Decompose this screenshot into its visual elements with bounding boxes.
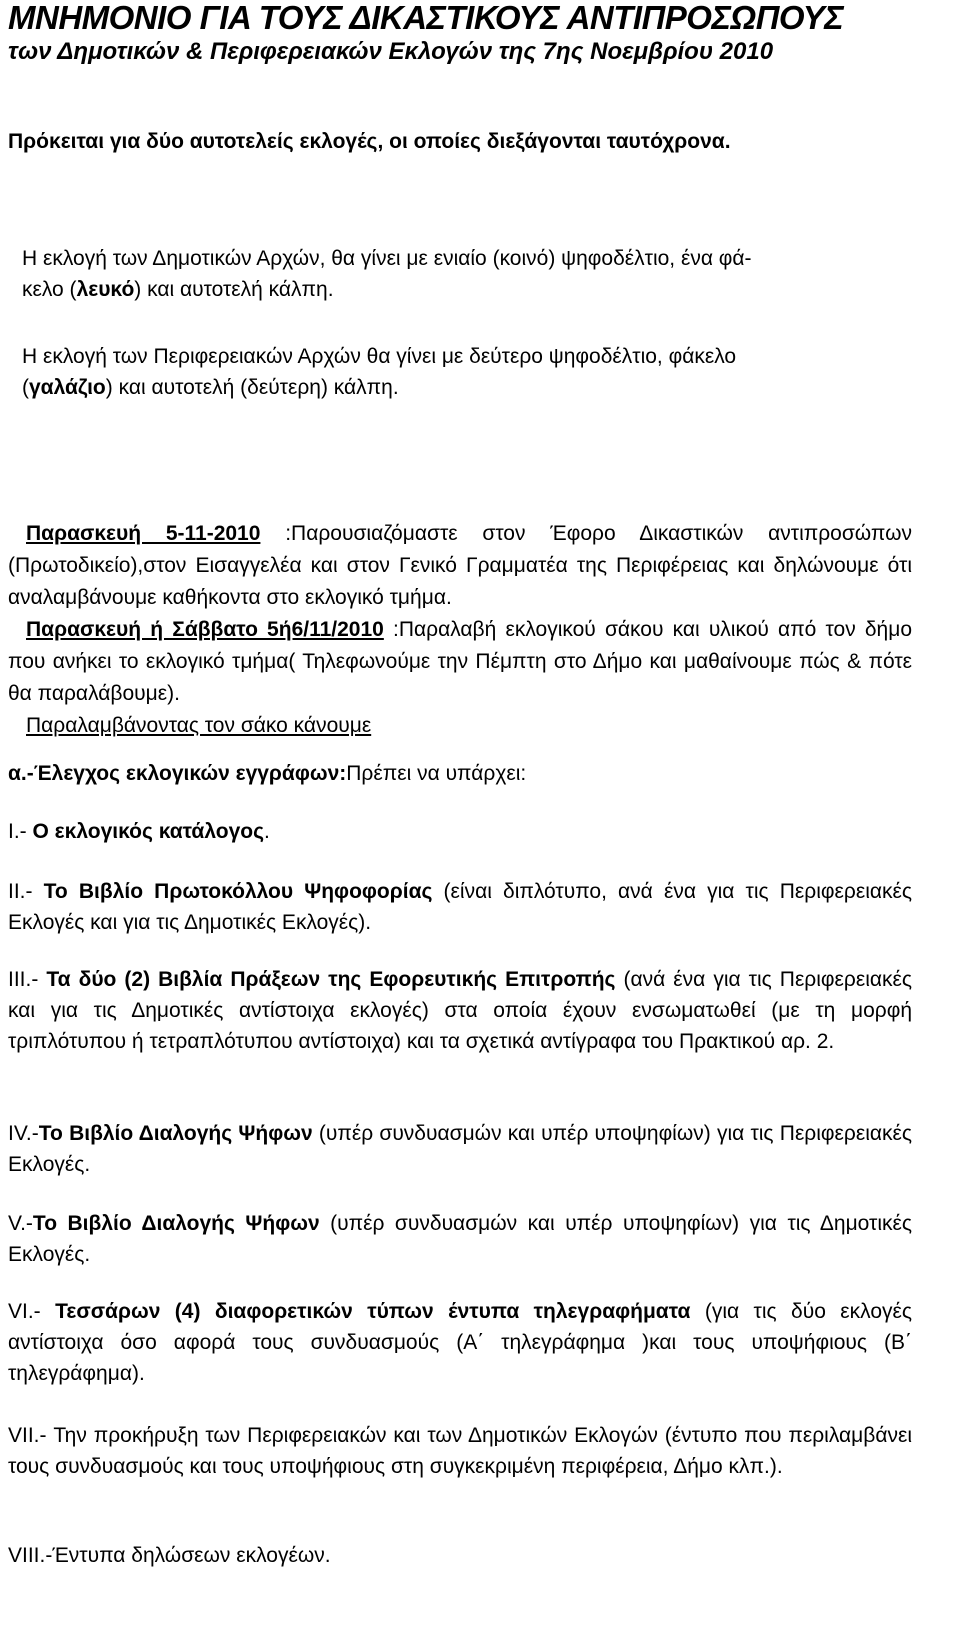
municipal-line-1: Η εκλογή των Δημοτικών Αρχών, θα γίνει με ενιαίο (κοινό) ψηφοδέλτιο, ένα φά-	[22, 247, 752, 270]
receiving-bag-heading: Παραλαμβάνοντας τον σάκο κάνουμε	[26, 714, 372, 737]
intro-statement: Πρόκειται για δύο αυτοτελείς εκλογές, οι οποίες διεξάγονται ταυτόχρονα.	[8, 130, 731, 153]
list-item-5: V.-Το Βιβλίο Διαλογής Ψήφων (υπέρ συνδυασμών και υπέρ υποψηφίων) για τις Δημοτικές Εκλογές.	[8, 1212, 912, 1266]
list-item-3: ΙΙΙ.- Τα δύο (2) Βιβλία Πράξεων της Εφορευτικής Επιτροπής (ανά ένα για τις Περιφερειακές και για τις Δημοτικές αντίστοιχα εκλογές) στα οποία έχουν ενσωματωθεί (με τη μορφή τριπλότυπου ή τετραπλότυπου αντίστοιχα) και τα σχετικά αντίγραφα του Πρακτικού αρ. 2.	[8, 968, 912, 1053]
list-item-4: ΙV.-Το Βιβλίο Διαλογής Ψήφων (υπέρ συνδυασμών και υπέρ υποψηφίων) για τις Περιφερειακές Εκλογές.	[8, 1122, 912, 1176]
friday-paragraph: Παρασκευή 5-11-2010 :Παρουσιαζόμαστε στον Έφορο Δικαστικών αντιπροσώπων (Πρωτοδικείο),στον Εισαγγελέα και στον Γενικό Γραμματέα της Περιφέρειας και δηλώνουμε ότι αναλαμβάνουμε καθήκοντα στο εκλογικό τμήμα.	[8, 522, 912, 609]
list-item-8: VIII.-Έντυπα δηλώσεων εκλογέων.	[8, 1544, 331, 1567]
friday-date-label: Παρασκευή 5-11-2010	[26, 522, 261, 545]
friday-saturday-date-label: Παρασκευή ή Σάββατο 5ή6/11/2010	[26, 618, 384, 641]
regional-election-paragraph: Η εκλογή των Περιφερειακών Αρχών θα γίνει με δεύτερο ψηφοδέλτιο, φάκελο (γαλάζιο) και αυτοτελή (δεύτερη) κάλπη.	[22, 345, 737, 399]
list-item-2: ΙΙ.- Το Βιβλίο Πρωτοκόλλου Ψηφοφορίας (είναι διπλότυπο, ανά ένα για τις Περιφερειακές Εκλογές και για τις Δημοτικές Εκλογές).	[8, 880, 912, 934]
document-subtitle: των Δημοτικών & Περιφερειακών Εκλογών της 7ης Νοεμβρίου 2010	[8, 38, 774, 65]
document-title: ΜΝΗΜΟΝΙΟ ΓΙΑ ΤΟΥΣ ΔΙΚΑΣΤΙΚΟΥΣ ΑΝΤΙΠΡΟΣΩΠΟΥΣ	[8, 0, 844, 36]
list-item-1: Ι.- Ο εκλογικός κατάλογος.	[8, 820, 270, 843]
list-item-6: VI.- Τεσσάρων (4) διαφορετικών τύπων έντυπα τηλεγραφήματα (για τις δύο εκλογές αντίστοιχα όσο αφορά τους συνδυασμούς (Α΄ τηλεγράφημα )και τους υποψήφιους (Β΄ τηλεγράφημα).	[8, 1300, 912, 1385]
municipal-election-paragraph: Η εκλογή των Δημοτικών Αρχών, θα γίνει με ενιαίο (κοινό) ψηφοδέλτιο, ένα φά- κελο (λευκό) και αυτοτελή κάλπη.	[22, 247, 752, 301]
white-envelope-term: λευκό	[76, 278, 135, 301]
section-a-heading: α.-Έλεγχος εκλογικών εγγράφων:Πρέπει να υπάρχει:	[8, 762, 527, 785]
lightblue-envelope-term: γαλάζιο	[29, 376, 106, 399]
list-item-7: VII.- Την προκήρυξη των Περιφερειακών και των Δημοτικών Εκλογών (έντυπο που περιλαμβάνει τους συνδυασμούς και τους υποψήφιους στη συγκεκριμένη περιφέρεια, Δήμο κλπ.).	[8, 1424, 913, 1478]
friday-saturday-paragraph: Παρασκευή ή Σάββατο 5ή6/11/2010 :Παραλαβή εκλογικού σάκου και υλικού από τον δήμο που ανήκει το εκλογικό τμήμα( Τηλεφωνούμε την Πέμπτη στο Δήμο και μαθαίνουμε πώς & πότε θα παραλάβουμε). Παραλαμβάνοντας τον σάκο κάνουμε	[8, 618, 913, 737]
